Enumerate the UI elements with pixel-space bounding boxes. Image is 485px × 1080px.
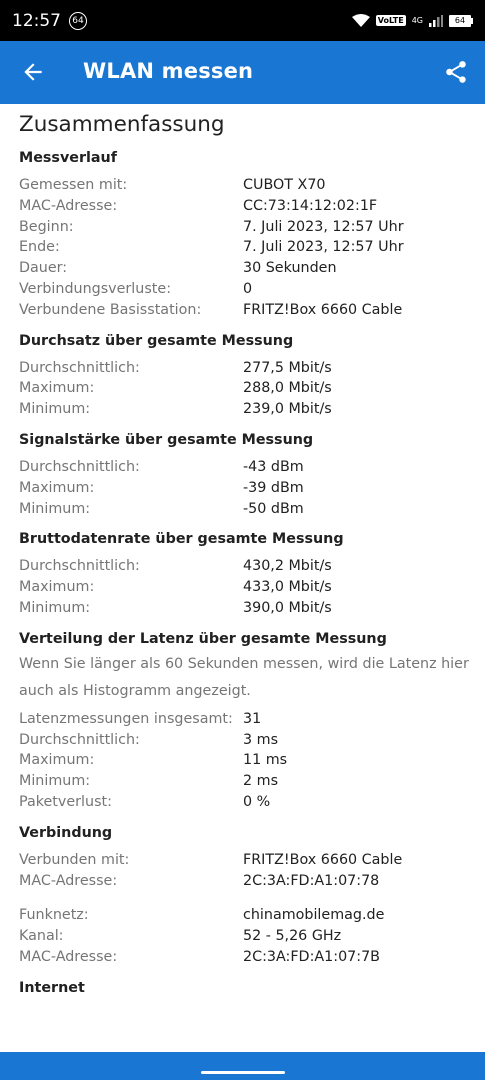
wifi-icon: [352, 14, 370, 28]
row-value: 0 %: [243, 793, 271, 810]
navigation-bar: [0, 1052, 485, 1080]
row-label: Maximum:: [19, 752, 95, 769]
row-label: Dauer:: [19, 260, 68, 277]
row-value: 11 ms: [243, 752, 288, 769]
info-row: [19, 905, 475, 926]
status-bar: [0, 0, 485, 41]
info-row: [19, 378, 475, 399]
row-label: Minimum:: [19, 773, 91, 790]
section-durchsatz: [19, 333, 475, 420]
info-row: [19, 871, 475, 892]
network-type: 4G: [411, 16, 423, 25]
info-row: [19, 399, 475, 420]
info-row: [19, 709, 475, 730]
row-label: Durchschnittlich:: [19, 458, 140, 475]
row-value: 430,2 Mbit/s: [243, 558, 332, 575]
row-label: Ende:: [19, 239, 60, 256]
latency-info-text: Wenn Sie länger als 60 Sekunden messen, wird die Latenz hier auch als Histogramm angezeigt.: [19, 655, 469, 699]
row-value: 31: [243, 710, 262, 727]
summary-title: Zusammenfassung: [19, 112, 225, 137]
info-row: [19, 279, 475, 300]
row-label: Latenzmessungen insgesamt:: [19, 710, 233, 727]
row-value: 277,5 Mbit/s: [243, 359, 332, 376]
section-title: Bruttodatenrate über gesamte Messung: [19, 531, 344, 548]
info-row: [19, 730, 475, 751]
row-value: 239,0 Mbit/s: [243, 401, 332, 418]
row-label: Durchschnittlich:: [19, 731, 140, 748]
row-value: -43 dBm: [243, 458, 304, 475]
section-internet: [19, 980, 475, 996]
row-label: MAC-Adresse:: [19, 948, 118, 965]
volte-icon: VoLTE: [377, 16, 404, 25]
share-icon[interactable]: [443, 59, 469, 85]
section-title: Verbindung: [19, 824, 113, 841]
row-value: 433,0 Mbit/s: [243, 579, 332, 596]
info-row: [19, 175, 475, 196]
row-value: FRITZ!Box 6660 Cable: [243, 851, 403, 868]
info-row: [19, 358, 475, 379]
section-messverlauf: [19, 150, 475, 321]
row-value: CUBOT X70: [243, 177, 326, 193]
info-row: [19, 237, 475, 258]
row-value: 3 ms: [243, 731, 279, 748]
row-value: 2C:3A:FD:A1:07:7B: [243, 948, 380, 965]
row-value: 30 Sekunden: [243, 260, 337, 277]
section-verbindung: [19, 825, 475, 968]
notification-count-icon: 64: [69, 12, 87, 30]
summary-content[interactable]: [19, 104, 475, 1052]
row-label: Minimum:: [19, 401, 91, 418]
row-label: MAC-Adresse:: [19, 872, 118, 889]
battery-icon: [449, 15, 473, 27]
row-label: Maximum:: [19, 479, 95, 496]
row-label: Maximum:: [19, 380, 95, 397]
row-label: Minimum:: [19, 599, 91, 616]
row-label: MAC-Adresse:: [19, 197, 118, 214]
info-row: [19, 478, 475, 499]
row-value: -39 dBm: [243, 479, 304, 496]
signal-icon: [429, 15, 443, 27]
row-label: Verbundene Basisstation:: [19, 301, 202, 318]
info-row: [19, 196, 475, 217]
info-row: [19, 926, 475, 947]
row-value: 7. Juli 2023, 12:57 Uhr: [243, 218, 404, 235]
info-row: [19, 457, 475, 478]
section-title: Verteilung der Latenz über gesamte Messung: [19, 630, 387, 647]
info-row: [19, 598, 475, 619]
arrow-back-icon[interactable]: [20, 59, 46, 85]
row-label: Durchschnittlich:: [19, 558, 140, 575]
section-title: Messverlauf: [19, 150, 117, 166]
info-row: [19, 258, 475, 279]
row-value: chinamobilemag.de: [243, 907, 385, 924]
page-title: WLAN messen: [83, 59, 254, 83]
section-title: Signalstärke über gesamte Messung: [19, 431, 314, 448]
info-row: [19, 771, 475, 792]
info-row: [19, 577, 475, 598]
status-time: 12:57: [12, 10, 61, 31]
row-value: 288,0 Mbit/s: [243, 380, 332, 397]
row-value: 52 - 5,26 GHz: [243, 928, 342, 945]
app-bar: [0, 41, 485, 104]
row-value: CC:73:14:12:02:1F: [243, 197, 378, 214]
info-row: [19, 947, 475, 968]
battery-level: 64: [449, 15, 471, 27]
row-label: Verbindungsverluste:: [19, 280, 172, 297]
row-label: Beginn:: [19, 218, 74, 235]
info-row: [19, 556, 475, 577]
row-label: Gemessen mit:: [19, 177, 128, 193]
row-value: 7. Juli 2023, 12:57 Uhr: [243, 239, 404, 256]
home-handle[interactable]: [201, 1071, 285, 1074]
section-bruttodatenrate: [19, 531, 475, 618]
row-label: Minimum:: [19, 500, 91, 517]
row-value: 390,0 Mbit/s: [243, 599, 332, 616]
section-title: Internet: [19, 979, 85, 996]
info-row: [19, 850, 475, 871]
row-value: -50 dBm: [243, 500, 304, 517]
info-row: [19, 499, 475, 520]
row-label: Funknetz:: [19, 907, 89, 924]
info-row: [19, 750, 475, 771]
section-signalstaerke: [19, 432, 475, 519]
section-latenz: [19, 631, 475, 813]
info-row: [19, 217, 475, 238]
info-row: [19, 300, 475, 321]
row-label: Maximum:: [19, 579, 95, 596]
row-value: FRITZ!Box 6660 Cable: [243, 301, 403, 318]
row-label: Kanal:: [19, 928, 64, 945]
row-label: Paketverlust:: [19, 793, 112, 810]
row-value: 2C:3A:FD:A1:07:78: [243, 872, 380, 889]
row-value: 0: [243, 280, 253, 297]
row-label: Verbunden mit:: [19, 851, 130, 868]
row-value: 2 ms: [243, 773, 279, 790]
info-row: [19, 792, 475, 813]
row-label: Durchschnittlich:: [19, 359, 140, 376]
section-title: Durchsatz über gesamte Messung: [19, 332, 294, 349]
